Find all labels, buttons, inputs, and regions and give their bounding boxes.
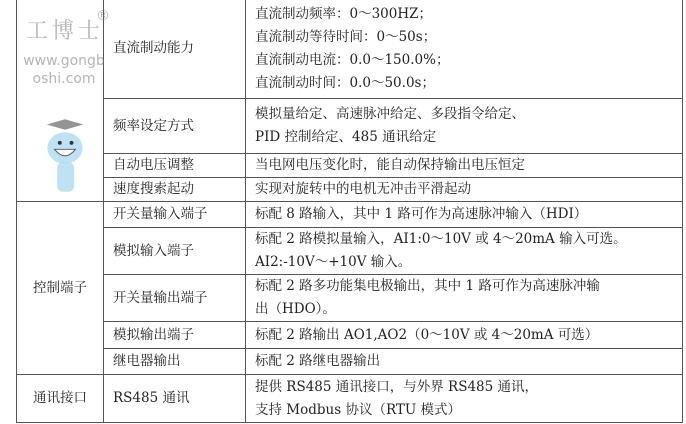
group-cell: 通讯接口 bbox=[17, 375, 104, 423]
feature-name: 自动电压调整 bbox=[104, 154, 246, 178]
table-row bbox=[17, 0, 683, 99]
table-row bbox=[17, 202, 683, 228]
table-row bbox=[17, 178, 683, 202]
brand-watermark: 工博士 bbox=[26, 19, 105, 44]
feature-name: 模拟输出端子 bbox=[104, 322, 246, 349]
feature-name: 直流制动能力 bbox=[104, 0, 246, 99]
spec-table bbox=[16, 0, 683, 423]
desc-line: AI2:-10V～+10V 输入。 bbox=[255, 254, 412, 270]
table-row bbox=[17, 99, 683, 154]
desc-line: 直流制动电流：0.0～150.0%； bbox=[255, 51, 450, 68]
table-row bbox=[17, 349, 683, 375]
url-watermark: www.gongboshi.com bbox=[23, 53, 105, 87]
feature-name: 速度搜索起动 bbox=[104, 178, 246, 202]
feature-name: 频率设定方式 bbox=[104, 99, 246, 154]
mascot-watermark-icon bbox=[30, 118, 100, 193]
desc-line: 模拟量给定、高速脉冲给定、多段指令给定、 bbox=[255, 106, 525, 122]
desc-line: 出（HDO）。 bbox=[255, 301, 336, 317]
feature-desc: 标配 8 路输入，其中 1 路可作为高速脉冲输入（HDI） bbox=[246, 202, 683, 228]
table-row bbox=[17, 228, 683, 275]
desc-line: 直流制动频率：0～300HZ； bbox=[255, 5, 433, 22]
table-row bbox=[17, 154, 683, 178]
desc-line: 标配 2 路多功能集电极输出，其中 1 路可作为高速脉冲输 bbox=[255, 278, 600, 294]
feature-desc bbox=[246, 99, 683, 154]
feature-desc: 当电网电压变化时，能自动保持输出电压恒定 bbox=[246, 154, 683, 178]
feature-desc: 实现对旋转中的电机无冲击平滑起动 bbox=[246, 178, 683, 202]
feature-name: 开关量输入端子 bbox=[104, 202, 246, 228]
table-row bbox=[17, 375, 683, 423]
feature-desc: 标配 2 路继电器输出 bbox=[246, 349, 683, 375]
feature-name: 继电器输出 bbox=[104, 349, 246, 375]
desc-line: 提供 RS485 通讯接口，与外界 RS485 通讯， bbox=[255, 378, 539, 395]
desc-line: 直流制动时间：0.0～50.0s； bbox=[255, 74, 435, 91]
feature-name: RS485 通讯 bbox=[104, 375, 246, 423]
feature-desc bbox=[246, 228, 683, 275]
desc-line: 标配 2 路模拟量输入，AI1:0～10V 或 4～20mA 输入可选。 bbox=[255, 231, 627, 247]
desc-line: 支持 Modbus 协议（RTU 模式） bbox=[255, 401, 462, 418]
registered-mark: ® bbox=[96, 8, 110, 24]
group-cell: 控制端子 bbox=[17, 202, 104, 375]
feature-desc: 标配 2 路输出 AO1,AO2（0～10V 或 4～20mA 可选） bbox=[246, 322, 683, 349]
feature-desc bbox=[246, 375, 683, 423]
desc-line: 直流制动等待时间：0～50s； bbox=[255, 28, 437, 45]
feature-desc bbox=[246, 0, 683, 99]
table-row bbox=[17, 275, 683, 322]
feature-name: 模拟输入端子 bbox=[104, 228, 246, 275]
feature-desc bbox=[246, 275, 683, 322]
desc-line: PID 控制给定、485 通讯给定 bbox=[255, 129, 437, 145]
feature-name: 开关量输出端子 bbox=[104, 275, 246, 322]
table-row bbox=[17, 322, 683, 349]
